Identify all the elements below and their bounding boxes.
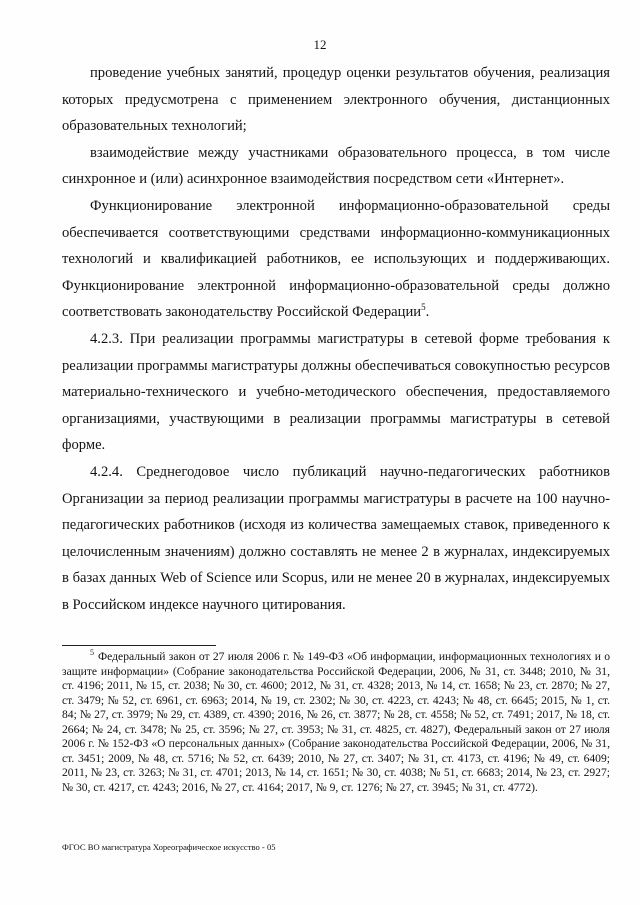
- paragraph-end-punctuation: .: [425, 304, 430, 321]
- paragraph: проведение учебных занятий, процедур оценки результатов обучения, реализация которых предусмотрена с применением электронного обучения, дистанционных образовательных технологий;: [62, 65, 610, 135]
- body-text: [62, 60, 610, 618]
- paragraph-with-footnote: [62, 193, 610, 326]
- paragraph: 4.2.4. Среднегодовое число публикаций научно-педагогических работников Организации за период реализации программы магистратуры в расчете на 100 научно-педагогических работников (исходя из количества замещаемых ставок, приведенного к целочисленным значениям) должно составлять не менее 2 в журналах, индексируемых в базах данных Web of Science или Scopus, или не менее 20 в журналах, индексируемых в Российском индексе научного цитирования.: [62, 463, 610, 613]
- page-number: 12: [313, 37, 327, 52]
- page-footer: ФГОС ВО магистратура Хореографическое искусство - 05: [62, 842, 276, 852]
- footnote-separator: [62, 645, 216, 646]
- footnote: [62, 650, 610, 795]
- paragraph: 4.2.3. При реализации программы магистратуры в сетевой форме требования к реализации программы магистратуры должны обеспечиваться совокупностью ресурсов материально-технического и учебно-методического обеспечения, предоставляемого организациями, участвующими в реализации программы магистратуры в сетевой форме.: [62, 330, 610, 454]
- footnote-marker: 5: [90, 648, 94, 658]
- footnote-text: Федеральный закон от 27 июля 2006 г. № 149-ФЗ «Об информации, информационных технологиях и о защите информации» (Собрание законодательства Российской Федерации, 2006, № 31, ст. 3448; 2010, № 31, ст. 4196; 2011, № 15, ст. 2038; № 30, ст. 4600; 2012, № 31, ст. 4328; 2013, № 14, ст. 1658; № 23, ст. 2870; № 27, ст. 3479; № 52, ст. 6961, ст. 6963; 2014, № 19, ст. 2302; № 30, ст. 4223, ст. 4243; № 48, ст. 6645; 2015, № 1, ст. 84; № 27, ст. 3979; № 29, ст. 4389, ст. 4390; 2016, № 26, ст. 3877; № 28, ст. 4558; № 52, ст. 7491; 2017, № 18, ст. 2664; № 24, ст. 3478; № 25, ст. 3596; № 27, ст. 3953; № 31, ст. 4825, ст. 4827), Федеральный закон от 27 июля 2006 г. № 152-ФЗ «О персональных данных» (Собрание законодательства Российской Федерации, 2006, № 31, ст. 3451; 2009, № 48, ст. 5716; № 52, ст. 6439; 2010, № 27, ст. 3407; № 31, ст. 4173, ст. 4196; № 49, ст. 6409; 2011, № 23, ст. 3263; № 31, ст. 4701; 2013, № 14, ст. 1651; № 30, ст. 4038; № 51, ст. 6683; 2014, № 23, ст. 2927; № 30, ст. 4217, ст. 4243; 2016, № 27, ст. 4164; 2017, № 9, ст. 1276; № 27, ст. 3945; № 31, ст. 4772).: [62, 650, 610, 794]
- paragraph: взаимодействие между участниками образовательного процесса, в том числе синхронное и (или) асинхронное взаимодействия посредством сети «Интернет».: [62, 144, 610, 188]
- footnote-reference[interactable]: 5: [421, 302, 426, 313]
- paragraph-text: Функционирование электронной информационно-образовательной среды обеспечивается соответствующими средствами информационно-коммуникационных технологий и квалификацией работников, ее использующих и поддерживающих. Функционирование электронной информационно-образовательной среды должно соответствовать законодательству Российской Федерации: [62, 197, 610, 321]
